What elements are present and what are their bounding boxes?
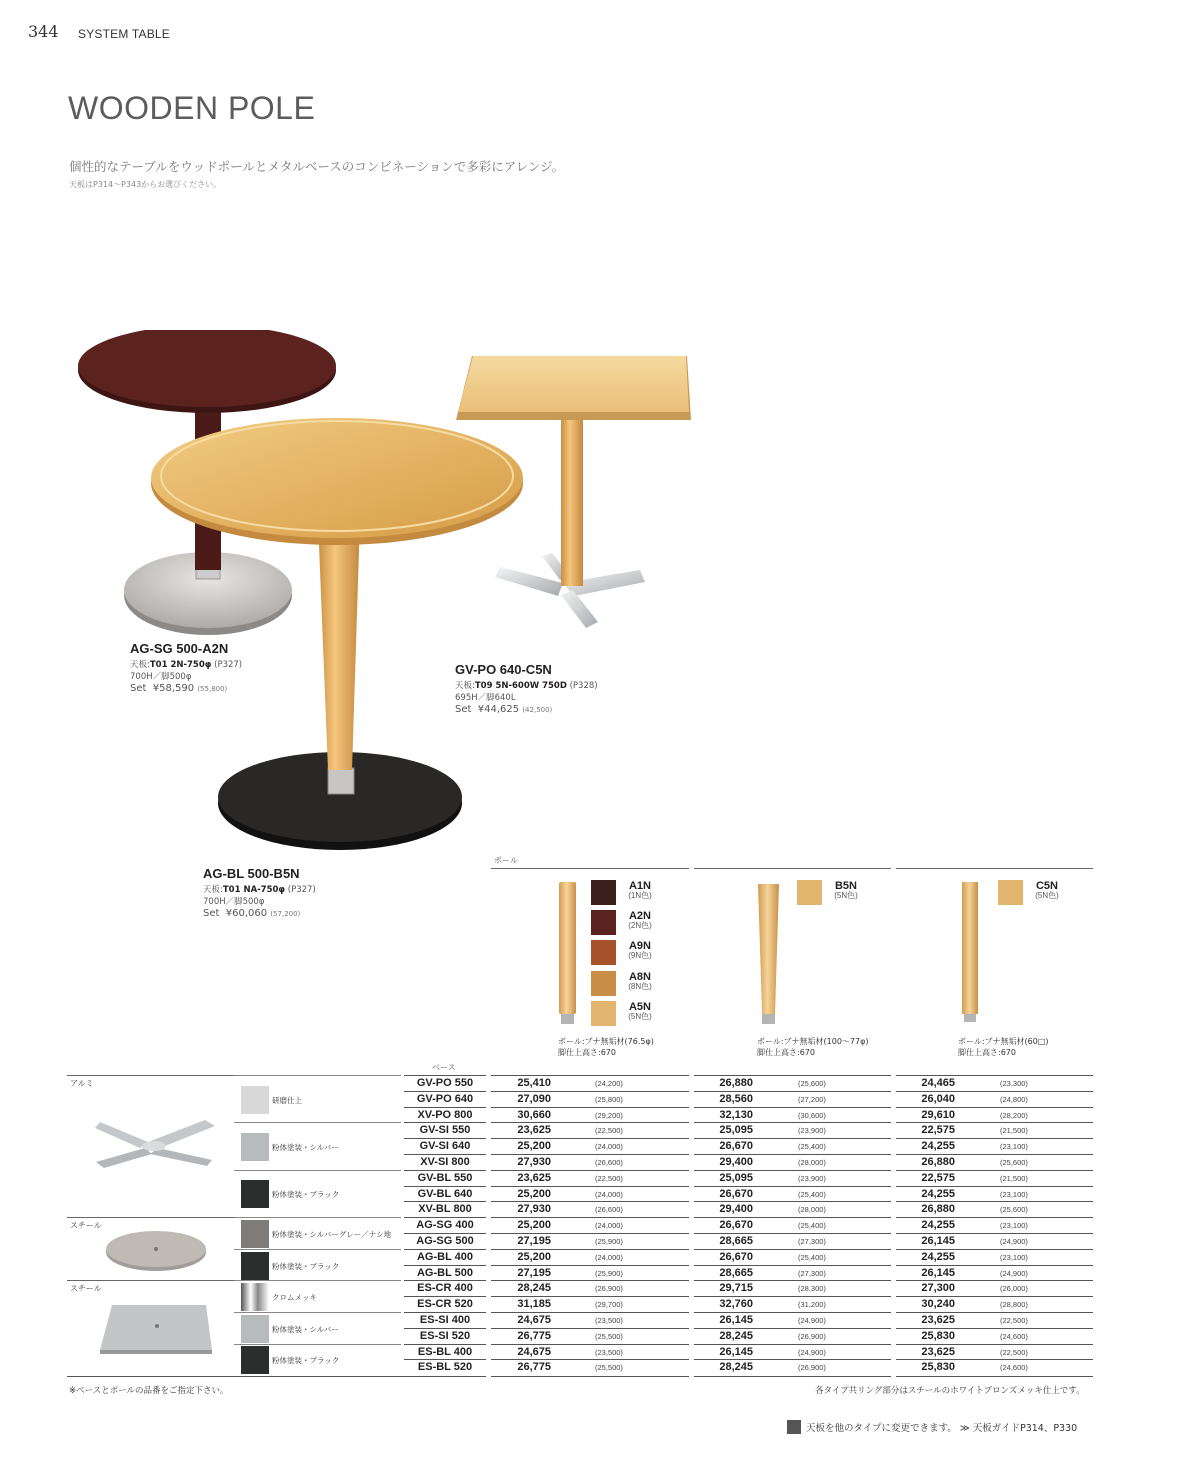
finish-label: 粉体塗装・シルバーグレー／ナシ地 xyxy=(272,1229,392,1239)
price-cell xyxy=(491,1328,689,1344)
price-value: 28,665 xyxy=(719,1266,753,1279)
price-cell xyxy=(491,1312,689,1328)
price-cell xyxy=(896,1359,1093,1375)
finish-row xyxy=(234,1075,401,1122)
top-page: (P327) xyxy=(287,885,316,895)
price-cell xyxy=(694,1249,891,1265)
price-before-tax: (23,100) xyxy=(1000,1142,1028,1152)
base-material-label: スチール xyxy=(70,1284,102,1294)
price-value: 25,830 xyxy=(921,1361,955,1374)
price-cell xyxy=(896,1186,1093,1202)
price-value: 31,185 xyxy=(517,1298,551,1311)
price-cell xyxy=(896,1170,1093,1186)
tabletop-note: 天板はP314〜P343からお選びください。 xyxy=(69,180,222,189)
price-before-tax: (23,100) xyxy=(1000,1252,1028,1262)
price-cell xyxy=(896,1122,1093,1138)
price-value: 23,625 xyxy=(517,1124,551,1137)
set-label: Set xyxy=(130,683,147,694)
price-value: 24,675 xyxy=(517,1314,551,1326)
price-cell xyxy=(694,1344,891,1360)
price-before-tax: (25,500) xyxy=(595,1331,623,1341)
price-value: 26,040 xyxy=(921,1092,955,1105)
price-value: 28,665 xyxy=(719,1235,753,1247)
swatch-sub: (1N色) xyxy=(628,891,652,900)
price-before-tax: (26,900) xyxy=(798,1363,826,1373)
price-before-tax: (22,500) xyxy=(595,1126,623,1136)
column-rule xyxy=(896,868,1093,869)
price-value: 27,930 xyxy=(517,1203,551,1216)
price-cell xyxy=(694,1186,891,1202)
swatch-sub: (5N色) xyxy=(628,1012,652,1021)
price-value: 32,760 xyxy=(719,1298,753,1311)
price-value: 26,880 xyxy=(719,1077,753,1089)
price-before-tax: (26,900) xyxy=(798,1331,826,1341)
price-value: 24,465 xyxy=(921,1077,955,1089)
swatch-code: A2N xyxy=(628,910,651,922)
price-cell xyxy=(896,1265,1093,1281)
finish-label: 粉体塗装・シルバー xyxy=(272,1143,339,1153)
tabletop-guide-link[interactable]: 天板を他のタイプに変更できます。 ≫ 天板ガイドP314、P330 xyxy=(806,1423,1078,1434)
price-cell xyxy=(694,1091,891,1107)
price-value: 24,255 xyxy=(921,1140,955,1153)
price-value: 25,200 xyxy=(517,1219,551,1232)
price-before-tax: (22,500) xyxy=(1000,1316,1028,1325)
price-before-tax: (26,600) xyxy=(595,1158,623,1167)
price-before-tax: (23,100) xyxy=(1000,1189,1028,1199)
price-value: 26,145 xyxy=(921,1266,955,1279)
price-cell xyxy=(896,1091,1093,1107)
caption-gv-po xyxy=(455,663,598,716)
price-cell xyxy=(491,1091,689,1107)
price-value: 25,830 xyxy=(921,1329,955,1342)
price-before-tax: (24,900) xyxy=(798,1316,826,1325)
price-before-tax: (29,200) xyxy=(595,1110,623,1120)
swatch-sub: (5N色) xyxy=(1035,891,1059,900)
base-code-cell: XV-PO 800 xyxy=(404,1107,486,1123)
price-before-tax: (23,500) xyxy=(595,1347,623,1357)
price-value: 26,670 xyxy=(719,1187,753,1200)
price-before-tax: (28,000) xyxy=(798,1158,826,1167)
price-before-tax: (27,200) xyxy=(798,1094,826,1104)
price-cell xyxy=(694,1170,891,1186)
price-cell xyxy=(896,1296,1093,1312)
price-value: 28,560 xyxy=(719,1092,753,1105)
color-swatch-a9n xyxy=(591,940,616,965)
price-cell xyxy=(694,1233,891,1249)
swatch-sub: (5N色) xyxy=(834,891,858,900)
price-before-tax: (25,600) xyxy=(1000,1205,1028,1215)
set-label: Set xyxy=(455,704,472,715)
base-column-label: ベース xyxy=(432,1063,456,1072)
ring-finish-note: 各タイプ共リング部分はスチールのホワイトブロンズメッキ仕上です。 xyxy=(815,1386,1085,1396)
price-cell xyxy=(491,1217,689,1233)
caption-ag-sg xyxy=(130,642,242,695)
price-cell xyxy=(694,1107,891,1123)
base-code-cell: ES-SI 520 xyxy=(404,1328,486,1344)
price-cell xyxy=(896,1328,1093,1344)
price-cell xyxy=(491,1249,689,1265)
price-cell xyxy=(896,1217,1093,1233)
price-before-tax: (24,600) xyxy=(1000,1363,1028,1373)
price-before-tax: (25,400) xyxy=(798,1252,826,1262)
product-name: AG-BL 500-B5N xyxy=(203,866,300,881)
price-before-tax: (24,900) xyxy=(1000,1268,1028,1278)
top-prefix: 天板: xyxy=(203,885,223,895)
pole-material: ポール:ブナ無垢材(60□) xyxy=(958,1037,1049,1046)
price-value: 27,195 xyxy=(517,1235,551,1247)
finish-row xyxy=(234,1122,401,1169)
price-before-tax: (25,400) xyxy=(798,1221,826,1231)
price-before-tax: (26,600) xyxy=(595,1205,623,1215)
price-value: 28,245 xyxy=(517,1282,551,1295)
price-value: 27,300 xyxy=(921,1282,955,1295)
price-value: 26,670 xyxy=(719,1140,753,1153)
price-before-tax: (24,900) xyxy=(798,1347,826,1357)
price-cell xyxy=(896,1280,1093,1296)
color-swatch-a1n xyxy=(591,880,616,905)
price-value: 24,675 xyxy=(517,1345,551,1358)
pole-c-icon xyxy=(962,882,978,1022)
size: 700H／脚500φ xyxy=(130,672,192,682)
color-swatch-a8n xyxy=(591,971,616,996)
top-prefix: 天板: xyxy=(130,660,150,670)
price-sub: (55,800) xyxy=(197,685,228,693)
product-name: AG-SG 500-A2N xyxy=(130,641,229,656)
price-value: 24,255 xyxy=(921,1250,955,1263)
pole-section-label: ポール xyxy=(494,856,518,865)
table-icon xyxy=(787,1420,801,1434)
finish-row xyxy=(234,1170,401,1217)
price-cell xyxy=(896,1201,1093,1217)
base-code-cell: AG-SG 400 xyxy=(404,1217,486,1233)
color-swatch-a5n xyxy=(591,1001,616,1026)
specify-note: ※ベースとポールの品番をご指定下さい。 xyxy=(69,1386,229,1396)
price-before-tax: (24,000) xyxy=(595,1221,623,1231)
swatch-code: B5N xyxy=(834,880,857,892)
set-label: Set xyxy=(203,908,220,919)
price-cell xyxy=(694,1296,891,1312)
price-before-tax: (24,000) xyxy=(595,1142,623,1152)
price-value: 26,670 xyxy=(719,1250,753,1263)
price-cell xyxy=(491,1075,689,1091)
caption-ag-bl xyxy=(203,867,316,920)
finish-swatch xyxy=(241,1315,269,1343)
price-before-tax: (24,800) xyxy=(1000,1094,1028,1104)
price-cell xyxy=(491,1201,689,1217)
price-cell xyxy=(491,1265,689,1281)
base-material-label: スチール xyxy=(70,1221,102,1231)
top-page: (P328) xyxy=(569,681,598,691)
price-before-tax: (25,600) xyxy=(1000,1158,1028,1167)
pole-height: 脚仕上高さ:670 xyxy=(757,1048,815,1057)
base-code-cell: ES-CR 520 xyxy=(404,1296,486,1312)
swatch-code: A5N xyxy=(628,1001,651,1013)
price-before-tax: (24,600) xyxy=(1000,1331,1028,1341)
price-before-tax: (23,300) xyxy=(1000,1079,1028,1088)
price-before-tax: (26,000) xyxy=(1000,1284,1028,1294)
price-value: 27,195 xyxy=(517,1266,551,1279)
swatch-code: A8N xyxy=(628,971,651,983)
pole-spec-note xyxy=(558,1036,654,1058)
top-prefix: 天板: xyxy=(455,681,475,691)
price-value: 25,200 xyxy=(517,1140,551,1153)
finish-swatch xyxy=(241,1346,269,1374)
price-before-tax: (21,500) xyxy=(1000,1126,1028,1136)
price: ¥44,625 xyxy=(477,704,520,715)
price-value: 26,775 xyxy=(517,1329,551,1342)
price-cell xyxy=(694,1265,891,1281)
price-value: 22,575 xyxy=(921,1171,955,1184)
price-cell xyxy=(491,1359,689,1375)
price-before-tax: (24,200) xyxy=(595,1079,623,1088)
price-cell xyxy=(491,1296,689,1312)
swatch-code: A9N xyxy=(628,940,651,952)
price-cell xyxy=(694,1154,891,1170)
finish-swatch xyxy=(241,1220,269,1248)
price-cell xyxy=(694,1122,891,1138)
finish-swatch xyxy=(241,1252,269,1280)
finish-row xyxy=(234,1249,401,1281)
pole-spec-note xyxy=(958,1036,1049,1058)
price-value: 25,095 xyxy=(719,1124,753,1137)
price-cell xyxy=(694,1075,891,1091)
section-title: SYSTEM TABLE xyxy=(78,27,170,41)
price-cell xyxy=(694,1217,891,1233)
column-rule xyxy=(491,868,689,869)
price-value: 25,200 xyxy=(517,1250,551,1263)
price-value: 29,715 xyxy=(719,1282,753,1295)
price-cell xyxy=(491,1138,689,1154)
price-cell xyxy=(694,1359,891,1375)
finish-label: 粉体塗装・ブラック xyxy=(272,1190,340,1200)
base-code-cell: XV-BL 800 xyxy=(404,1201,486,1217)
finish-row xyxy=(234,1312,401,1344)
price-cell xyxy=(896,1154,1093,1170)
price-before-tax: (28,200) xyxy=(1000,1110,1028,1120)
price-value: 26,880 xyxy=(921,1203,955,1216)
base-code-cell: GV-BL 550 xyxy=(404,1170,486,1186)
price-cell xyxy=(694,1201,891,1217)
price-value: 23,625 xyxy=(517,1171,551,1184)
finish-swatch xyxy=(241,1283,269,1311)
price-value: 30,240 xyxy=(921,1298,955,1311)
finish-label: 研磨仕上 xyxy=(272,1095,302,1105)
price-value: 29,400 xyxy=(719,1156,753,1168)
price-cell xyxy=(896,1107,1093,1123)
table-bottom-rule xyxy=(694,1376,891,1377)
pole-a-icon xyxy=(559,882,576,1024)
product-name: GV-PO 640-C5N xyxy=(455,662,552,677)
pole-height: 脚仕上高さ:670 xyxy=(558,1048,616,1057)
finish-row xyxy=(234,1344,401,1376)
price-before-tax: (25,900) xyxy=(595,1237,623,1246)
price-cell xyxy=(896,1249,1093,1265)
price-value: 25,095 xyxy=(719,1171,753,1184)
price-cell xyxy=(896,1075,1093,1091)
price-value: 24,255 xyxy=(921,1219,955,1232)
finish-row xyxy=(234,1217,401,1249)
pole-height: 脚仕上高さ:670 xyxy=(958,1048,1016,1057)
price-cell xyxy=(694,1328,891,1344)
price-before-tax: (22,500) xyxy=(1000,1347,1028,1357)
price-cell xyxy=(491,1186,689,1202)
price-value: 22,575 xyxy=(921,1124,955,1137)
page-title: WOODEN POLE xyxy=(68,90,316,126)
price-before-tax: (25,800) xyxy=(595,1094,623,1104)
price-value: 26,880 xyxy=(921,1156,955,1168)
finish-label: 粉体塗装・ブラック xyxy=(272,1261,340,1271)
price-before-tax: (28,300) xyxy=(798,1284,826,1294)
swatch-sub: (8N色) xyxy=(628,982,652,991)
price-sub: (57,200) xyxy=(270,910,301,918)
base-code-cell: AG-SG 500 xyxy=(404,1233,486,1249)
price-before-tax: (31,200) xyxy=(798,1300,826,1310)
price-before-tax: (28,800) xyxy=(1000,1300,1028,1310)
finish-swatch xyxy=(241,1133,269,1161)
base-code-cell: GV-SI 550 xyxy=(404,1122,486,1138)
base-code-cell: AG-BL 500 xyxy=(404,1265,486,1281)
pole-material: ポール:ブナ無垢材(76.5φ) xyxy=(558,1037,654,1046)
base-code-cell: AG-BL 400 xyxy=(404,1249,486,1265)
base-code-cell: ES-BL 520 xyxy=(404,1359,486,1375)
page-number: 344 xyxy=(28,22,59,41)
lead-text: 個性的なテーブルをウッドポールとメタルベースのコンビネーションで多彩にアレンジ。 xyxy=(69,159,565,174)
price-value: 27,930 xyxy=(517,1156,551,1168)
price-before-tax: (21,500) xyxy=(1000,1173,1028,1183)
price-cell xyxy=(896,1344,1093,1360)
price-before-tax: (22,500) xyxy=(595,1173,623,1183)
price-value: 32,130 xyxy=(719,1108,753,1121)
price-value: 27,090 xyxy=(517,1092,551,1105)
pole-b-icon xyxy=(758,884,779,1024)
base-code-cell: GV-BL 640 xyxy=(404,1186,486,1202)
top-page: (P327) xyxy=(214,660,243,670)
price-cell xyxy=(694,1280,891,1296)
price-value: 29,610 xyxy=(921,1108,955,1121)
base-code-cell: XV-SI 800 xyxy=(404,1154,486,1170)
price-value: 26,670 xyxy=(719,1219,753,1232)
price-value: 29,400 xyxy=(719,1203,753,1216)
size: 700H／脚500φ xyxy=(203,897,265,907)
price-cell xyxy=(896,1312,1093,1328)
price-value: 30,660 xyxy=(517,1108,551,1121)
swatch-code: A1N xyxy=(628,880,651,892)
price-before-tax: (23,100) xyxy=(1000,1221,1028,1231)
color-swatch-a2n xyxy=(591,910,616,935)
price-before-tax: (23,900) xyxy=(798,1126,826,1136)
table-bottom-rule xyxy=(896,1376,1093,1377)
color-swatch-c5n xyxy=(998,880,1023,905)
price-cell xyxy=(491,1154,689,1170)
product-photos xyxy=(60,330,720,850)
price-value: 25,410 xyxy=(517,1077,551,1089)
price-before-tax: (23,500) xyxy=(595,1316,623,1325)
base-material-label: アルミ xyxy=(70,1079,94,1088)
price-value: 25,200 xyxy=(517,1187,551,1200)
price-before-tax: (28,000) xyxy=(798,1205,826,1215)
price-value: 26,145 xyxy=(719,1314,753,1326)
price-before-tax: (24,900) xyxy=(1000,1237,1028,1246)
finish-label: クロムメッキ xyxy=(272,1293,317,1303)
price-cell xyxy=(491,1233,689,1249)
base-code-cell: ES-CR 400 xyxy=(404,1280,486,1296)
price-cell xyxy=(491,1344,689,1360)
finish-swatch xyxy=(241,1180,269,1208)
price-cell xyxy=(491,1122,689,1138)
base-code-cell: ES-BL 400 xyxy=(404,1344,486,1360)
price-cell xyxy=(694,1312,891,1328)
finish-swatch xyxy=(241,1086,269,1114)
pole-spec-note xyxy=(757,1036,869,1058)
price-before-tax: (29,700) xyxy=(595,1300,623,1310)
price-value: 28,245 xyxy=(719,1361,753,1374)
price-before-tax: (24,000) xyxy=(595,1189,623,1199)
base-code-cell: GV-PO 640 xyxy=(404,1091,486,1107)
finish-label: 粉体塗装・シルバー xyxy=(272,1324,339,1334)
price-before-tax: (26,900) xyxy=(595,1284,623,1294)
price-value: 28,245 xyxy=(719,1329,753,1342)
price-before-tax: (27,300) xyxy=(798,1268,826,1278)
price-cell xyxy=(896,1233,1093,1249)
price-cell xyxy=(694,1138,891,1154)
table-bottom-rule xyxy=(491,1376,689,1377)
price-value: 23,625 xyxy=(921,1314,955,1326)
column-rule xyxy=(694,868,891,869)
price-before-tax: (25,900) xyxy=(595,1268,623,1278)
price: ¥60,060 xyxy=(225,908,268,919)
base-code-cell: GV-SI 640 xyxy=(404,1138,486,1154)
top-code: T01 NA-750φ xyxy=(222,885,286,895)
price-before-tax: (24,000) xyxy=(595,1252,623,1262)
top-code: T01 2N-750φ xyxy=(149,660,212,670)
price-cell xyxy=(491,1170,689,1186)
price-cell xyxy=(491,1107,689,1123)
pole-material: ポール:ブナ無垢材(100〜77φ) xyxy=(757,1037,869,1046)
table-bottom-rule xyxy=(67,1376,486,1377)
finish-label: 粉体塗装・ブラック xyxy=(272,1356,340,1366)
base-code-cell: ES-SI 400 xyxy=(404,1312,486,1328)
price: ¥58,590 xyxy=(152,683,195,694)
swatch-sub: (9N色) xyxy=(628,951,652,960)
color-swatch-b5n xyxy=(797,880,822,905)
price-value: 26,145 xyxy=(921,1235,955,1247)
price-before-tax: (30,600) xyxy=(798,1110,826,1120)
price-value: 23,625 xyxy=(921,1345,955,1358)
price-before-tax: (23,900) xyxy=(798,1173,826,1183)
finish-row xyxy=(234,1280,401,1312)
base-code-cell: GV-PO 550 xyxy=(404,1075,486,1091)
price-before-tax: (25,400) xyxy=(798,1142,826,1152)
price-before-tax: (25,400) xyxy=(798,1189,826,1199)
price-value: 24,255 xyxy=(921,1187,955,1200)
swatch-sub: (2N色) xyxy=(628,921,652,930)
price-before-tax: (25,500) xyxy=(595,1363,623,1373)
price-cell xyxy=(896,1138,1093,1154)
size: 695H／脚640L xyxy=(455,693,516,703)
swatch-code: C5N xyxy=(1035,880,1058,892)
top-code: T09 5N-600W 750D xyxy=(474,681,567,691)
price-before-tax: (27,300) xyxy=(798,1237,826,1246)
price-cell xyxy=(491,1280,689,1296)
price-sub: (42,500) xyxy=(522,706,553,714)
price-value: 26,145 xyxy=(719,1345,753,1358)
price-value: 26,775 xyxy=(517,1361,551,1374)
price-before-tax: (25,600) xyxy=(798,1079,826,1088)
